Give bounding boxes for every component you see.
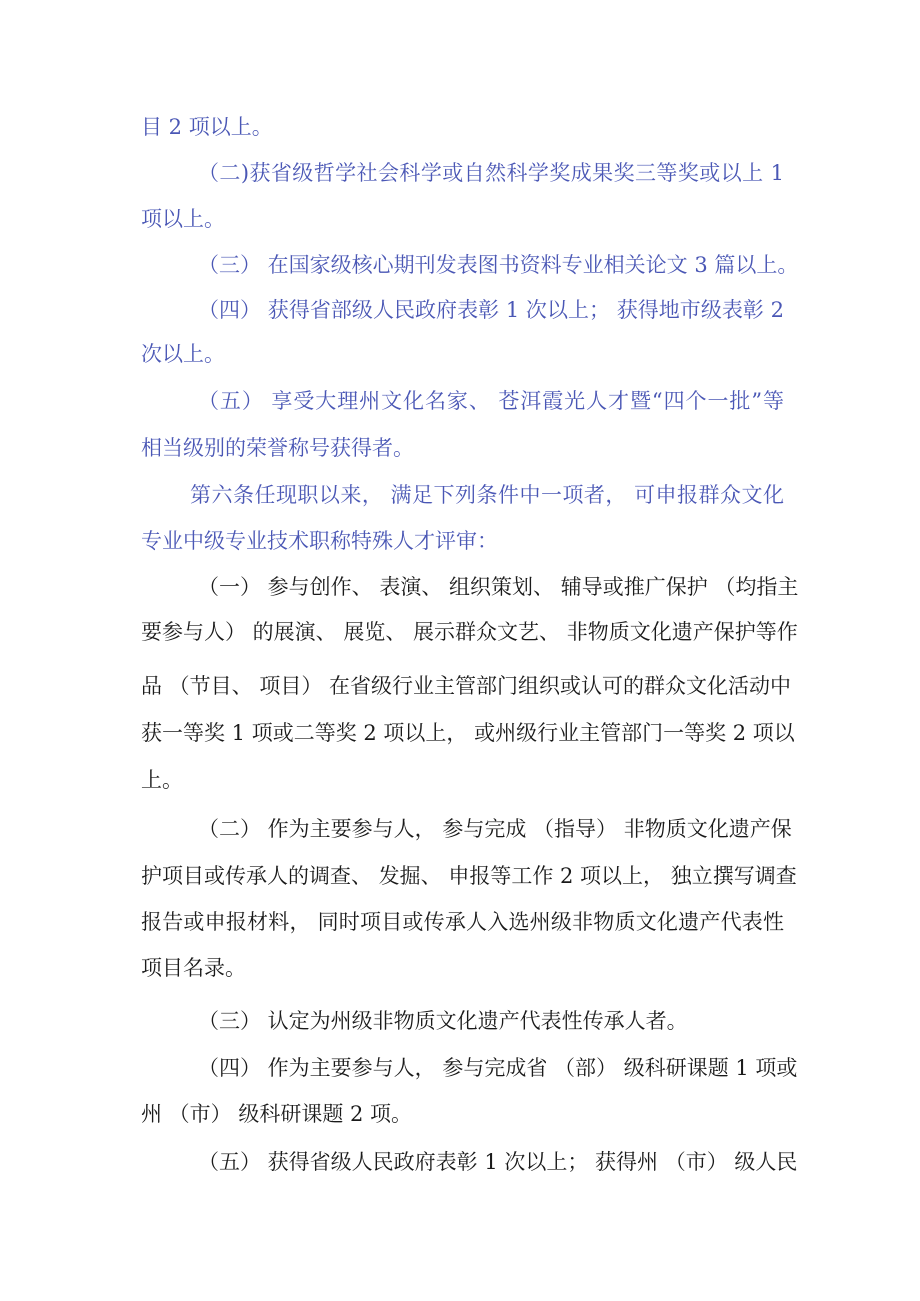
text-line: 护项目或传承人的调查、 发掘、 申报等工作 2 项以上， 独立撰写调查 [141,864,797,888]
text-line: （二） 作为主要参与人， 参与完成 （指导） 非物质文化遗产保 [198,817,792,841]
text-line: 获一等奖 1 项或二等奖 2 项以上， 或州级行业主管部门一等奖 2 项以 [141,721,795,745]
text-line: （二)获省级哲学社会科学或自然科学奖成果奖三等奖或以上 1 [198,161,784,185]
text-line: 项目名录。 [141,956,246,980]
text-line: （三） 认定为州级非物质文化遗产代表性传承人者。 [198,1009,688,1033]
text-line: 专业中级专业技术职称特殊人才评审： [141,529,498,553]
text-line: （四） 获得省部级人民政府表彰 1 次以上； 获得地市级表彰 2 [198,298,784,322]
text-line: 报告或申报材料， 同时项目或传承人入选州级非物质文化遗产代表性 [141,910,784,934]
text-line: （四） 作为主要参与人， 参与完成省 （部） 级科研课题 1 项或 [198,1056,798,1080]
text-line: 目 2 项以上。 [141,115,273,139]
text-line: 相当级别的荣誉称号获得者。 [141,436,414,460]
text-line: 要参与人） 的展演、 展览、 展示群众文艺、 非物质文化遗产保护等作 [141,620,798,644]
text-line: （五） 获得省级人民政府表彰 1 次以上； 获得州 （市） 级人民 [198,1150,798,1174]
text-line: （五） 享受大理州文化名家、 苍洱霞光人才暨“四个一批”等 [198,389,784,413]
text-line: 州 （市） 级科研课题 2 项。 [141,1102,413,1126]
text-line: 品 （节目、 项目） 在省级行业主管部门组织或认可的群众文化活动中 [141,674,792,698]
text-line: （三） 在国家级核心期刊发表图书资料专业相关论文 3 篇以上。 [198,253,799,277]
text-line: 次以上。 [141,342,225,366]
text-line: 上。 [141,768,183,792]
text-line: 第六条任现职以来， 满足下列条件中一项者， 可申报群众文化 [190,483,784,507]
text-line: 项以上。 [141,207,225,231]
text-line: （一） 参与创作、 表演、 组织策划、 辅导或推广保护 （均指主 [198,575,799,599]
